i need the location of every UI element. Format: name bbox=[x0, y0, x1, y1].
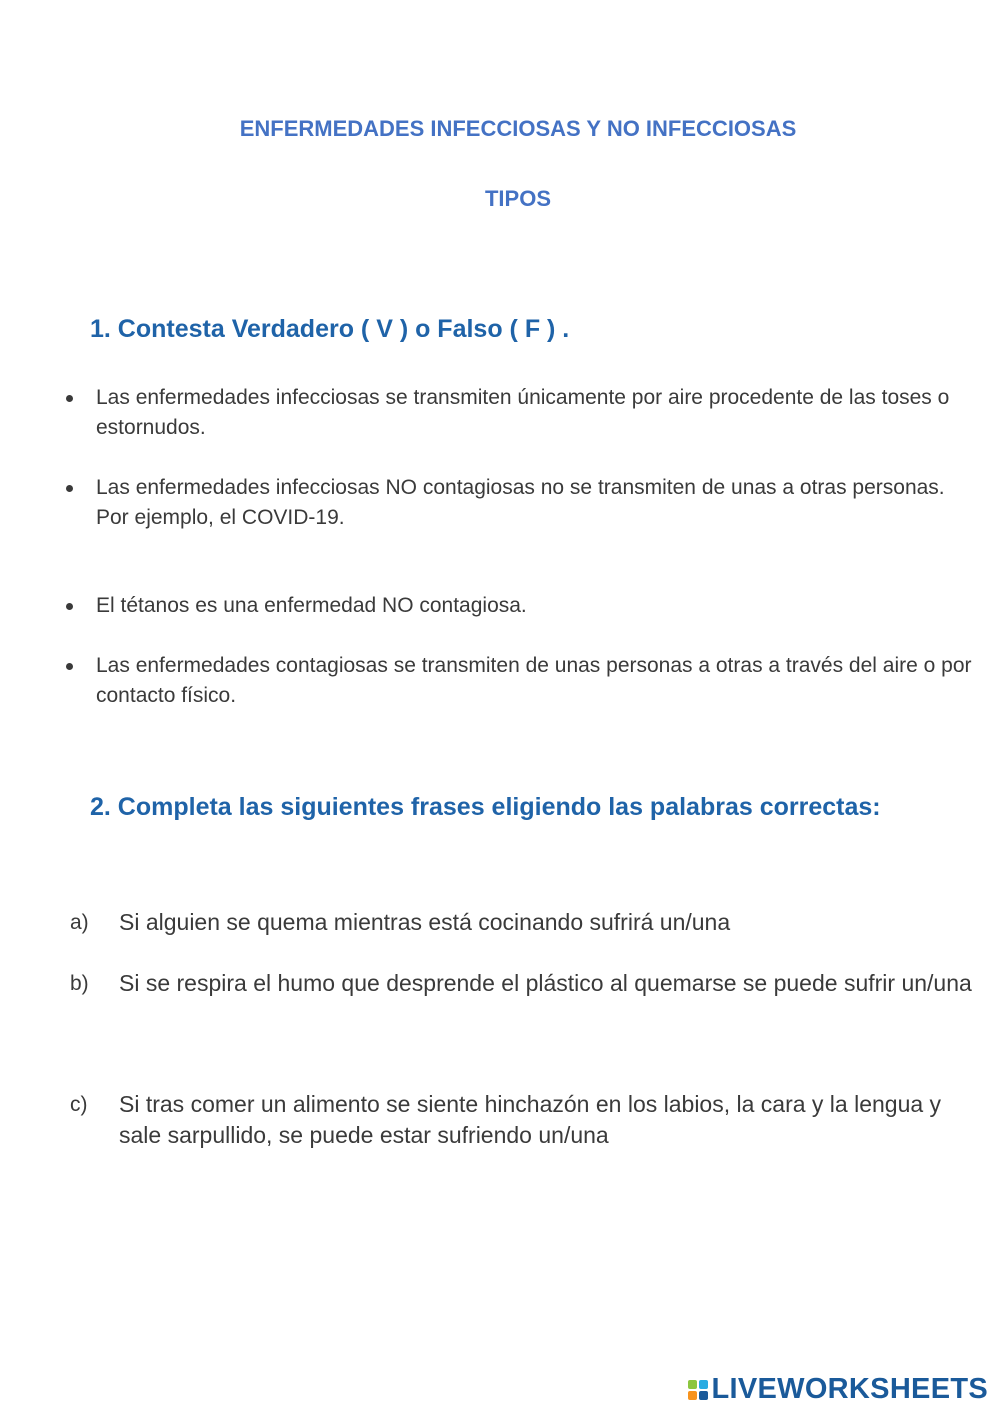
section-2-heading: 2. Completa las siguientes frases eligiendo las palabras correctas: bbox=[90, 793, 881, 821]
completion-item-text: Si tras comer un alimento se siente hinchazón en los labios, la cara y la lengua y sale sarpullido, se puede estar sufriendo un/una bbox=[119, 1091, 942, 1148]
section-1-heading: 1. Contesta Verdadero ( V ) o Falso ( F ) . bbox=[90, 315, 570, 343]
item-marker: c) bbox=[70, 1093, 88, 1116]
true-false-item bbox=[66, 591, 976, 621]
bullet-icon bbox=[66, 485, 73, 492]
logo-square bbox=[688, 1391, 697, 1400]
bullet-icon bbox=[66, 603, 73, 610]
bullet-icon bbox=[66, 663, 73, 670]
document-title: ENFERMEDADES INFECCIOSAS Y NO INFECCIOSAS bbox=[239, 116, 797, 141]
logo-square bbox=[699, 1380, 708, 1389]
item-marker: b) bbox=[70, 972, 89, 995]
logo-text: LIVEWORKSHEETS bbox=[711, 1373, 988, 1405]
liveworksheets-logo[interactable] bbox=[688, 1373, 989, 1406]
bullet-icon bbox=[66, 395, 73, 402]
true-false-item-text: Las enfermedades infecciosas NO contagiosas no se transmiten de unas a otras personas. Por ejemplo, el COVID-19. bbox=[96, 476, 945, 529]
logo-square bbox=[688, 1380, 697, 1389]
true-false-item-text: Las enfermedades contagiosas se transmiten de unas personas a otras a través del aire o por contacto físico. bbox=[96, 654, 972, 707]
true-false-item-text: El tétanos es una enfermedad NO contagiosa. bbox=[96, 594, 527, 617]
item-marker: a) bbox=[70, 911, 89, 934]
completion-item-text: Si alguien se quema mientras está cocinando sufrirá un/una bbox=[119, 909, 731, 935]
completion-item bbox=[70, 968, 980, 999]
completion-item bbox=[70, 907, 980, 938]
true-false-item bbox=[66, 651, 976, 711]
document-subtitle: TIPOS bbox=[484, 186, 551, 211]
true-false-item-text: Las enfermedades infecciosas se transmiten únicamente por aire procedente de las toses o estornudos. bbox=[96, 386, 950, 439]
liveworksheets-logo-icon bbox=[688, 1380, 708, 1400]
completion-item-text: Si se respira el humo que desprende el plástico al quemarse se puede sufrir un/una bbox=[119, 970, 972, 996]
completion-item bbox=[70, 1089, 980, 1151]
true-false-item bbox=[66, 473, 976, 533]
logo-square bbox=[699, 1391, 708, 1400]
true-false-item bbox=[66, 383, 976, 443]
